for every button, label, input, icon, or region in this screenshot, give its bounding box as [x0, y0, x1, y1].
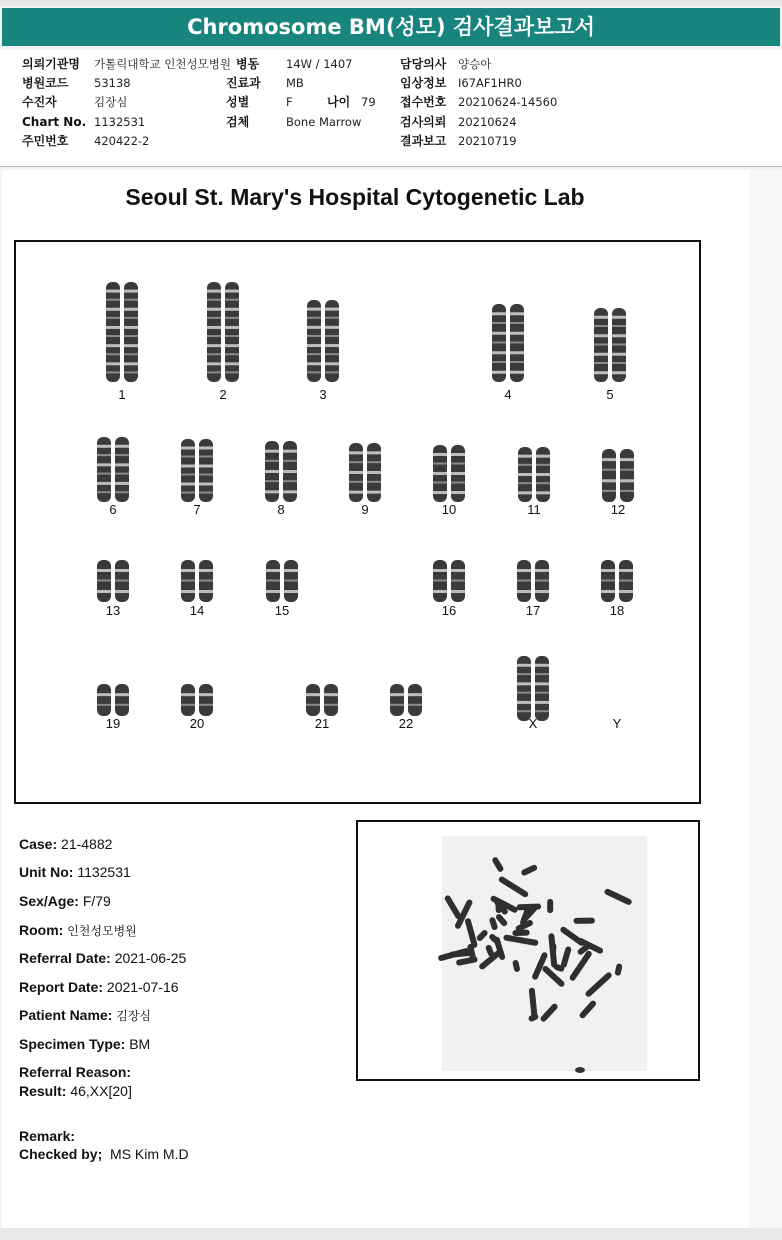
sexage-label: Sex/Age:: [19, 893, 79, 909]
receipt-value: 20210624-14560: [458, 95, 558, 109]
chromosome-pair: [181, 684, 213, 716]
chromosome-label: 15: [274, 603, 290, 618]
chromosome-label: 3: [319, 387, 327, 402]
chart-label: Chart No.: [22, 115, 87, 129]
result-line: [19, 1083, 132, 1099]
metaphase-chromosome: [512, 929, 529, 936]
unit-line: [19, 864, 131, 880]
dept-label: 진료과: [226, 76, 261, 90]
report-date-value: 2021-07-16: [106, 979, 179, 995]
sex-value: F: [286, 95, 293, 109]
institution-value: 가톨릭대학교 인천성모병원: [94, 57, 231, 71]
remark-line: [19, 1128, 75, 1144]
chromosome-label: 18: [609, 603, 625, 618]
sexage-line: [19, 893, 111, 909]
referral-date-label: Referral Date:: [19, 950, 111, 966]
metaphase-chromosome: [547, 899, 553, 913]
receipt-label: 접수번호: [400, 95, 447, 109]
metaphase-chromosome: [495, 901, 501, 913]
ward-label: 병동: [236, 57, 260, 71]
chromosome-pair: [106, 282, 138, 382]
chromosome-label: 21: [314, 716, 330, 731]
unit-label: Unit No:: [19, 864, 74, 880]
age-value: 79: [361, 95, 376, 109]
scrollbar-area[interactable]: [749, 170, 782, 1228]
chromosome-label: 4: [504, 387, 512, 402]
resident-label: 주민번호: [22, 134, 69, 148]
chromosome-pair: [433, 445, 465, 502]
chromosome-label: 2: [219, 387, 227, 402]
report-title: Chromosome BM(성모) 검사결과보고서: [187, 15, 595, 39]
specimen-label: 검체: [226, 115, 250, 129]
doctor-value: 양승아: [458, 57, 492, 71]
chromosome-pair: [601, 560, 633, 602]
metaphase-box: [356, 820, 700, 1081]
hospital-code-label: 병원코드: [22, 76, 69, 90]
patient-name-label: Patient Name:: [19, 1007, 113, 1023]
chromosome-label: 16: [441, 603, 457, 618]
room-value: 인천성모병원: [67, 924, 137, 938]
chromosome-label: 14: [189, 603, 205, 618]
clinical-value: I67AF1HR0: [458, 76, 522, 90]
specimen-type-value: BM: [129, 1036, 151, 1052]
referral-reason-line: [19, 1064, 131, 1080]
chromosome-label: 7: [193, 502, 201, 517]
chromosome-pair: [390, 684, 422, 716]
chromosome-pair: [266, 560, 298, 602]
case-line: [19, 836, 112, 852]
chromosome-label: 10: [441, 502, 457, 517]
patient-info-panel: [0, 50, 782, 167]
chromosome-label: 17: [525, 603, 541, 618]
remark-label: Remark:: [19, 1128, 76, 1144]
referral-date-value: 2021-06-25: [114, 950, 187, 966]
chromosome-pair: [207, 282, 239, 382]
chromosome-label: 13: [105, 603, 121, 618]
karyotype-report: [2, 170, 749, 1228]
referral-date-line: [19, 950, 186, 966]
clinical-label: 임상정보: [400, 76, 447, 90]
chromosome-pair: [349, 443, 381, 502]
report-date-line: [19, 979, 179, 995]
chromosome-label: 5: [606, 387, 614, 402]
chromosome-pair: [265, 441, 297, 502]
specimen-value: Bone Marrow: [286, 115, 362, 129]
request-value: 20210624: [458, 115, 517, 129]
checked-line: [19, 1146, 189, 1162]
sexage-value: F/79: [82, 893, 111, 909]
chromosome-label: 6: [109, 502, 117, 517]
metaphase-chromosome: [573, 918, 594, 924]
ward-value: 14W / 1407: [286, 57, 353, 71]
chromosome-label: 22: [398, 716, 414, 731]
report-title-bar: [2, 8, 780, 46]
result-label: Result:: [19, 1083, 67, 1099]
karyogram: [16, 242, 699, 802]
chromosome-pair: [181, 439, 213, 502]
case-value: 21-4882: [61, 836, 113, 852]
lab-title: Seoul St. Mary's Hospital Cytogenetic Lab: [125, 184, 585, 210]
room-label: Room:: [19, 922, 64, 938]
chromosome-pair: [517, 656, 549, 721]
chromosome-pair: [181, 560, 213, 602]
chromosome-label: Y: [612, 716, 622, 731]
metaphase-image: [358, 822, 698, 1079]
result-date-value: 20210719: [458, 134, 517, 148]
chromosome-pair: [307, 300, 339, 382]
patient-name-line: [19, 1007, 151, 1024]
checked-label: Checked by;: [19, 1146, 103, 1162]
sex-label: 성별: [226, 95, 250, 109]
chromosome-label: 9: [361, 502, 369, 517]
patient-name-value: 김장심: [116, 1009, 152, 1023]
specimen-type-label: Specimen Type:: [19, 1036, 126, 1052]
hospital-code-value: 53138: [94, 76, 131, 90]
room-line: [19, 922, 137, 939]
chromosome-label: X: [528, 716, 538, 731]
chromosome-label: 1: [118, 387, 126, 402]
chart-value: 1132531: [94, 115, 146, 129]
checked-value: MS Kim M.D: [110, 1146, 189, 1162]
chromosome-pair: [517, 560, 549, 602]
patient-label: 수진자: [22, 95, 57, 109]
chromosome-label: 19: [105, 716, 121, 731]
chromosome-pair: [433, 560, 465, 602]
doctor-label: 담당의사: [400, 57, 447, 71]
request-label: 검사의뢰: [400, 115, 447, 129]
chromosome-pair: [492, 304, 524, 382]
chromosome-pair: [594, 308, 626, 382]
age-label: 나이: [327, 95, 351, 109]
patient-value: 김장심: [94, 95, 128, 109]
chromosome-label: 11: [527, 502, 541, 517]
bottom-bar: [0, 1228, 782, 1240]
resident-value: 420422-2: [94, 134, 150, 148]
chromosome-pair: [518, 447, 550, 502]
report-date-label: Report Date:: [19, 979, 104, 995]
case-label: Case:: [19, 836, 58, 852]
unit-value: 1132531: [77, 864, 131, 880]
chromosome-pair: [97, 684, 129, 716]
result-value: 46,XX[20]: [70, 1083, 132, 1099]
karyogram-box: [14, 240, 701, 804]
institution-label: 의뢰기관명: [22, 57, 80, 71]
chromosome-pair: [97, 437, 129, 502]
specimen-type-line: [19, 1036, 150, 1052]
result-date-label: 결과보고: [400, 134, 447, 148]
chromosome-label: 20: [189, 716, 205, 731]
chromosome-label: 8: [277, 502, 285, 517]
referral-reason-label: Referral Reason:: [19, 1064, 132, 1080]
chromosome-pair: [97, 560, 129, 602]
top-border: [0, 0, 782, 6]
chromosome-pair: [602, 449, 634, 502]
dept-value: MB: [286, 76, 304, 90]
chromosome-pair: [306, 684, 338, 716]
chromosome-label: 12: [610, 502, 626, 517]
metaphase-chromosome: [550, 943, 557, 955]
